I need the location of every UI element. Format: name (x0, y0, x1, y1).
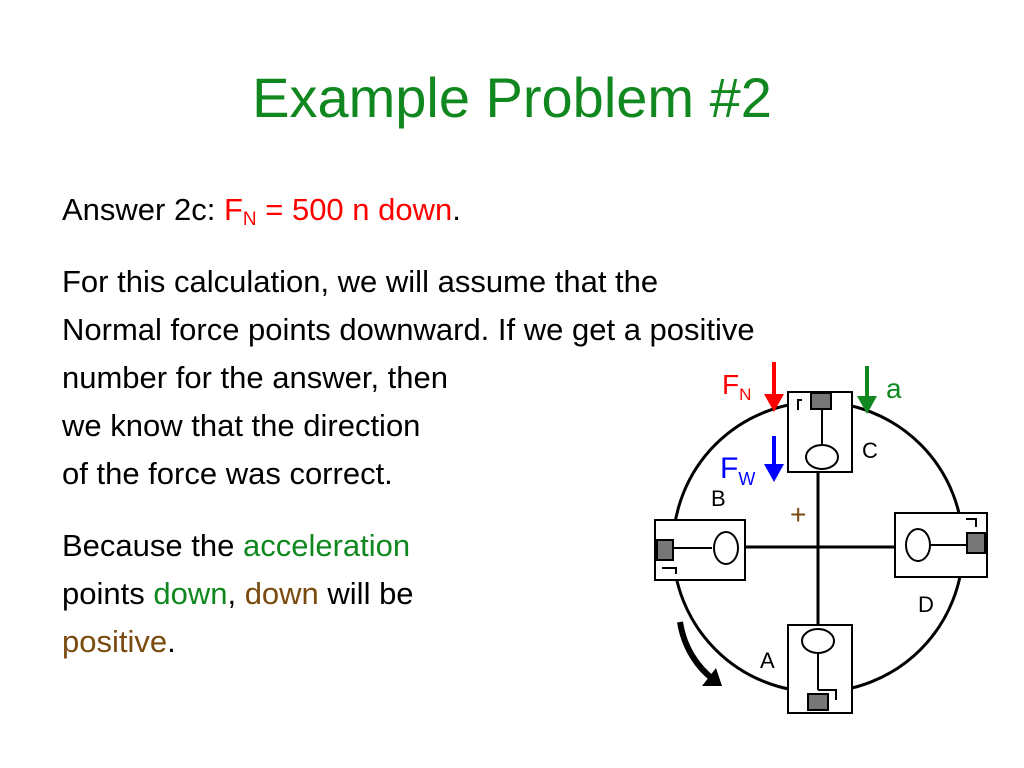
car-c (788, 392, 852, 472)
label-a: A (760, 648, 775, 673)
car-a (788, 625, 852, 713)
text-will-be: will be (318, 576, 414, 611)
text-period: . (167, 624, 176, 659)
text-comma: , (227, 576, 245, 611)
answer-prefix: Answer 2c: (62, 192, 224, 227)
text-down-brown: down (244, 576, 319, 611)
explanation-line: For this calculation, we will assume that the (62, 264, 659, 299)
label-d: D (918, 592, 934, 617)
normal-force-label: $F_N$ (722, 369, 752, 404)
answer-force-symbol: F (223, 192, 243, 227)
sign-convention-paragraph (62, 522, 414, 666)
label-b: B (711, 486, 726, 511)
explanation-line: number for the answer, then (62, 360, 449, 395)
answer-value: = 500 n down (256, 192, 453, 227)
rotation-arrow (680, 622, 714, 680)
acceleration-label: a (886, 373, 902, 404)
text-positive: positive (62, 624, 168, 659)
text-acceleration: acceleration (242, 528, 411, 563)
slide-title: Example Problem #2 (252, 66, 772, 129)
label-c: C (862, 438, 878, 463)
car-d (895, 513, 987, 577)
sign-line-2 (62, 570, 414, 618)
answer-line (62, 186, 461, 234)
text-points: points (62, 576, 154, 611)
weight-force-label: $F_W$ (720, 452, 756, 489)
ride-diagram (600, 350, 1020, 720)
answer-period: . (452, 192, 461, 227)
text-because-the: Because the (62, 528, 243, 563)
text-down-green: down (153, 576, 228, 611)
explanation-line: Normal force points downward. If we get a positive (62, 312, 755, 347)
explanation-line: we know that the direction (62, 408, 421, 443)
car-b (655, 520, 745, 580)
normal-force-arrow (764, 362, 784, 412)
sign-line-1 (62, 522, 414, 570)
sign-line-3 (62, 618, 414, 666)
answer-force-subscript: N (242, 209, 257, 230)
positive-sign: + (790, 499, 807, 530)
explanation-line: of the force was correct. (62, 456, 393, 491)
weight-force-arrow (764, 436, 784, 482)
